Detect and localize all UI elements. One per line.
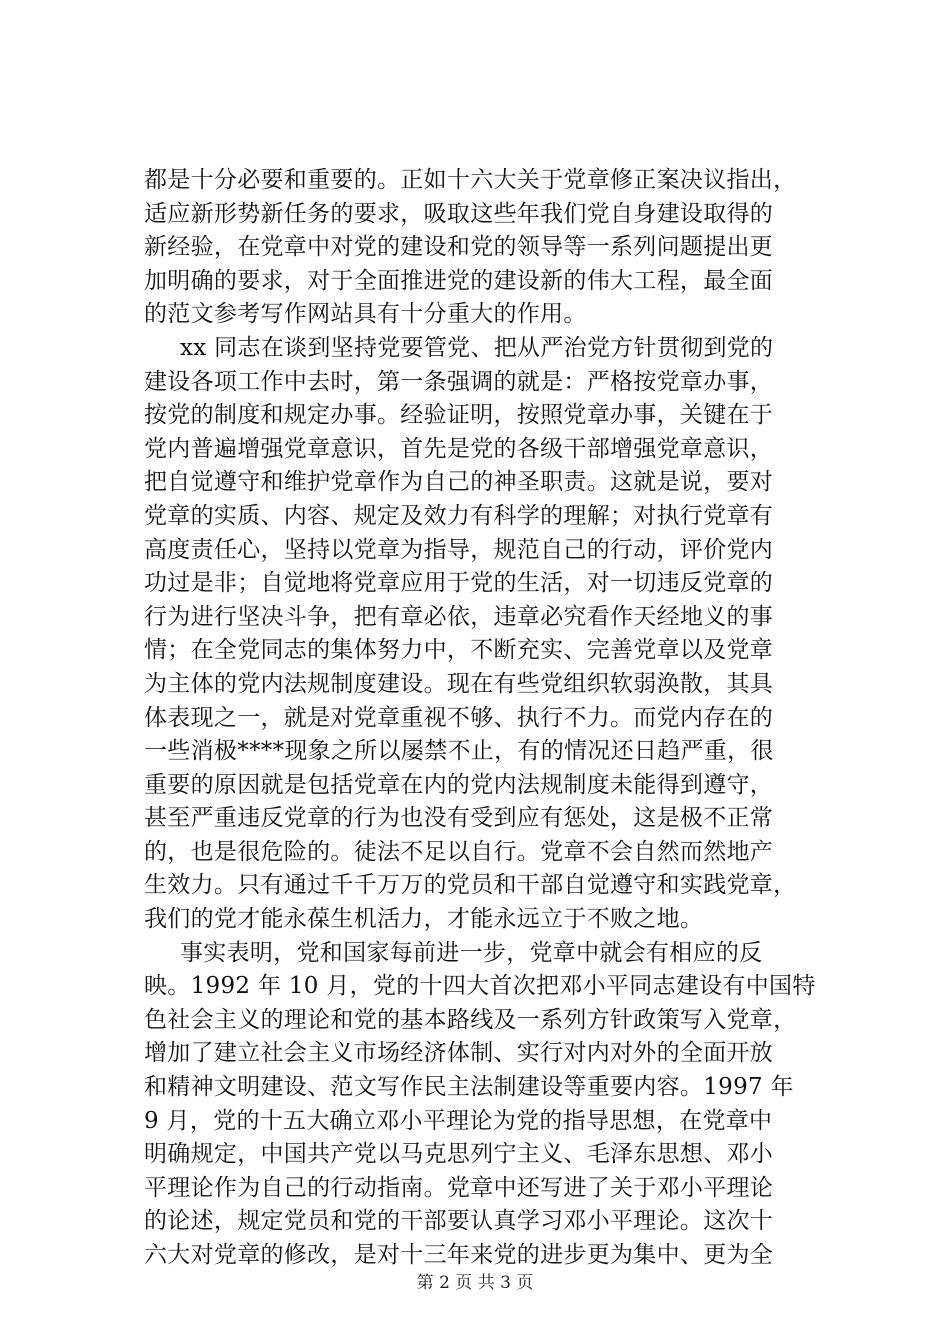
text-line: 功过是非；自觉地将党章应用于党的生活，对一切违反党章的 (144, 570, 774, 597)
text-line: 平理论作为自己的行动指南。党章中还写进了关于邓小平理论 (144, 1174, 774, 1201)
text-line: 我们的党才能永葆生机活力，才能永远立于不败之地。 (144, 906, 704, 933)
text-line: 增加了建立社会主义市场经济体制、实行对内对外的全面开放 (144, 1040, 774, 1067)
text-line: 9 月，党的十五大确立邓小平理论为党的指导思想，在党章中 (144, 1107, 773, 1134)
text-line: 甚至严重违反党章的行为也没有受到应有惩处，这是极不正常 (144, 805, 774, 832)
text-line: 为主体的党内法规制度建设。现在有些党组织软弱涣散，其具 (144, 670, 774, 697)
text-line: 党内普遍增强党章意识，首先是党的各级干部增强党章意识， (144, 435, 774, 462)
text-line: 和精神文明建设、范文写作民主法制建设等重要内容。1997 年 (144, 1074, 794, 1101)
text-line: xx 同志在谈到坚持党要管党、把从严治党方针贯彻到党的 (180, 334, 774, 361)
text-line: 六大对党章的修改，是对十三年来党的进步更为集中、更为全 (144, 1242, 774, 1268)
text-line: 行为进行坚决斗争，把有章必依，违章必究看作天经地义的事 (144, 603, 774, 630)
text-line: 重要的原因就是包括党章在内的党内法规制度未能得到遵守， (144, 771, 774, 798)
text-line: 高度责任心，坚持以党章为指导，规范自己的行动，评价党内 (144, 536, 774, 563)
text-line: 体表现之一，就是对党章重视不够、执行不力。而党内存在的 (144, 704, 774, 731)
text-line: 映。1992 年 10 月，党的十四大首次把邓小平同志建设有中国特 (144, 973, 816, 1000)
text-line: 党章的实质、内容、规定及效力有科学的理解；对执行党章有 (144, 502, 774, 529)
text-line: 生效力。只有通过千千万万的党员和干部自觉遵守和实践党章， (144, 872, 797, 899)
text-line: 事实表明，党和国家每前进一步，党章中就会有相应的反 (180, 939, 763, 966)
text-line: 按党的制度和规定办事。经验证明，按照党章办事，关键在于 (144, 402, 774, 429)
text-line: 新经验，在党章中对党的建设和党的领导等一系列问题提出更 (144, 234, 774, 261)
text-line: 都是十分必要和重要的。正如十六大关于党章修正案决议指出， (144, 167, 797, 193)
text-line: 适应新形势新任务的要求，吸取这些年我们党自身建设取得的 (144, 200, 774, 227)
text-line: 的，也是很危险的。徒法不足以自行。党章不会自然而然地产 (144, 838, 774, 865)
text-line: 的范文参考写作网站具有十分重大的作用。 (144, 301, 587, 328)
text-line: 建设各项工作中去时，第一条强调的就是：严格按党章办事， (144, 368, 774, 395)
text-line: 情；在全党同志的集体努力中，不断充实、完善党章以及党章 (144, 637, 774, 664)
document-body (144, 164, 834, 1273)
text-line: 的论述，规定党员和党的干部要认真学习邓小平理论。这次十 (144, 1208, 774, 1235)
text-line: 色社会主义的理论和党的基本路线及一系列方针政策写入党章， (144, 1006, 797, 1033)
text-line: 把自觉遵守和维护党章作为自己的神圣职责。这就是说，要对 (144, 469, 774, 496)
text-line: 明确规定，中国共产党以马克思列宁主义、毛泽东思想、邓小 (144, 1141, 774, 1168)
page-footer: 第 2 页 共 3 页 (416, 1273, 534, 1293)
text-line: 一些消极****现象之所以屡禁不止，有的情况还日趋严重，很 (144, 738, 774, 765)
text-line: 加明确的要求，对于全面推进党的建设新的伟大工程，最全面 (144, 267, 774, 294)
